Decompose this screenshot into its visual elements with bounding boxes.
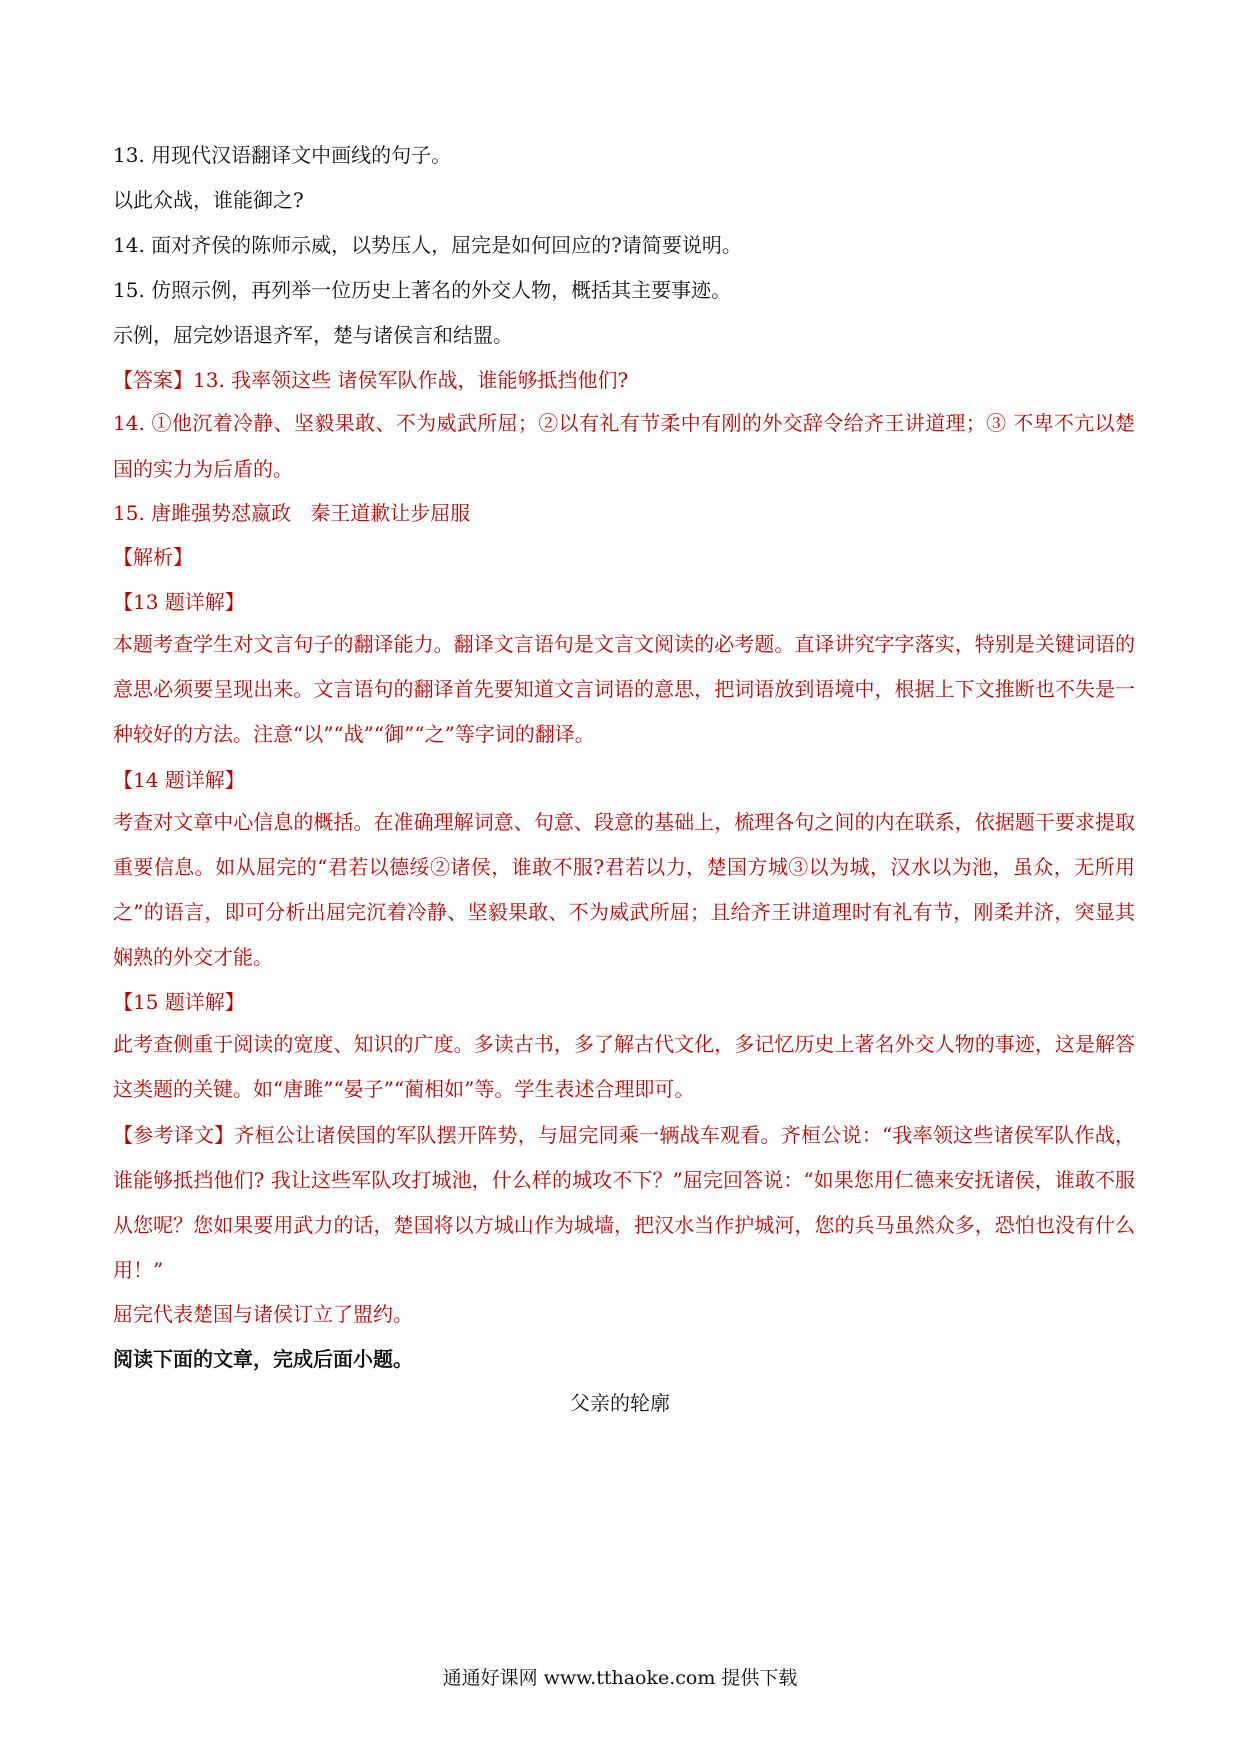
detail-15-heading: 【15 题详解】 [113,990,245,1014]
question-15-example: 示例，屈完妙语退齐军，楚与诸侯言和结盟。 [113,323,513,347]
answer-14: 14. ①他沉着冷静、坚毅果敢、不为威武所屈；②以有礼有节柔中有刚的外交辞令给齐王讲道理；③ 不卑不亢以楚国的实力为后盾的。 [113,411,1135,481]
detail-15-text: 此考查侧重于阅读的宽度、知识的广度。多读古书，多了解古代文化，多记忆历史上著名外交人物的事迹，这是解答这类题的关键。如“唐雎”“晏子”“蔺相如”等。学生表述合理即可。 [113,1032,1135,1101]
question-13: 13. 用现代汉语翻译文中画线的句子。 [113,143,452,167]
answer-13: 【答案】13. 我率领这些 诸侯军队作战，谁能够抵挡他们? [113,368,629,392]
detail-14-heading: 【14 题详解】 [113,768,245,792]
reference-translation: 【参考译文】齐桓公让诸侯国的军队摆开阵势，与屈完同乘一辆战车观看。齐桓公说：“我率领这些诸侯军队作战，谁能够抵挡他们? 我让这些军队攻打城池，什么样的城攻不下？”屈完回答说：“如果您用仁德来安抚诸侯，谁敢不服从您呢？您如果要用武力的话，楚国将以方城山作为城墙，把汉水当作护城河，您的兵马虽然众多，恐怕也没有什么用！” [113,1123,1135,1282]
page-footer: 通通好课网 www.tthaoke.com 提供下载 [442,1667,798,1689]
question-15: 15. 仿照示例，再列举一位历史上著名的外交人物，概括其主要事迹。 [113,278,732,302]
reference-translation-end: 屈完代表楚国与诸侯订立了盟约。 [113,1302,413,1326]
answer-15: 15. 唐雎强势怼嬴政 秦王道歉让步屈服 [113,501,471,525]
detail-13-text: 本题考查学生对文言句子的翻译能力。翻译文言语句是文言文阅读的必考题。直译讲究字字落实，特别是关键词语的意思必须要呈现出来。文言语句的翻译首先要知道文言词语的意思，把词语放到语境中，根据上下文推断也不失是一种较好的方法。注意“以”“战”“御”“之”等字词的翻译。 [113,632,1135,746]
reading-instruction: 阅读下面的文章，完成后面小题。 [113,1347,413,1371]
analysis-heading: 【解析】 [113,545,193,569]
detail-14-text: 考查对文章中心信息的概括。在准确理解词意、句意、段意的基础上，梳理各句之间的内在联系，依据题干要求提取重要信息。如从屈完的“君若以德绥②诸侯，谁敢不服?君若以力，楚国方城③以为城，汉水以为池，虽众，无所用之”的语言，即可分析出屈完沉着冷静、坚毅果敢、不为威武所屈；且给齐王讲道理时有礼有节，刚柔并济，突显其娴熟的外交才能。 [113,810,1135,969]
question-13-sentence: 以此众战，谁能御之? [113,188,304,212]
detail-13-heading: 【13 题详解】 [113,590,245,614]
question-14: 14. 面对齐侯的陈师示威，以势压人，屈完是如何回应的?请简要说明。 [113,233,742,257]
article-title: 父亲的轮廓 [570,1391,670,1415]
